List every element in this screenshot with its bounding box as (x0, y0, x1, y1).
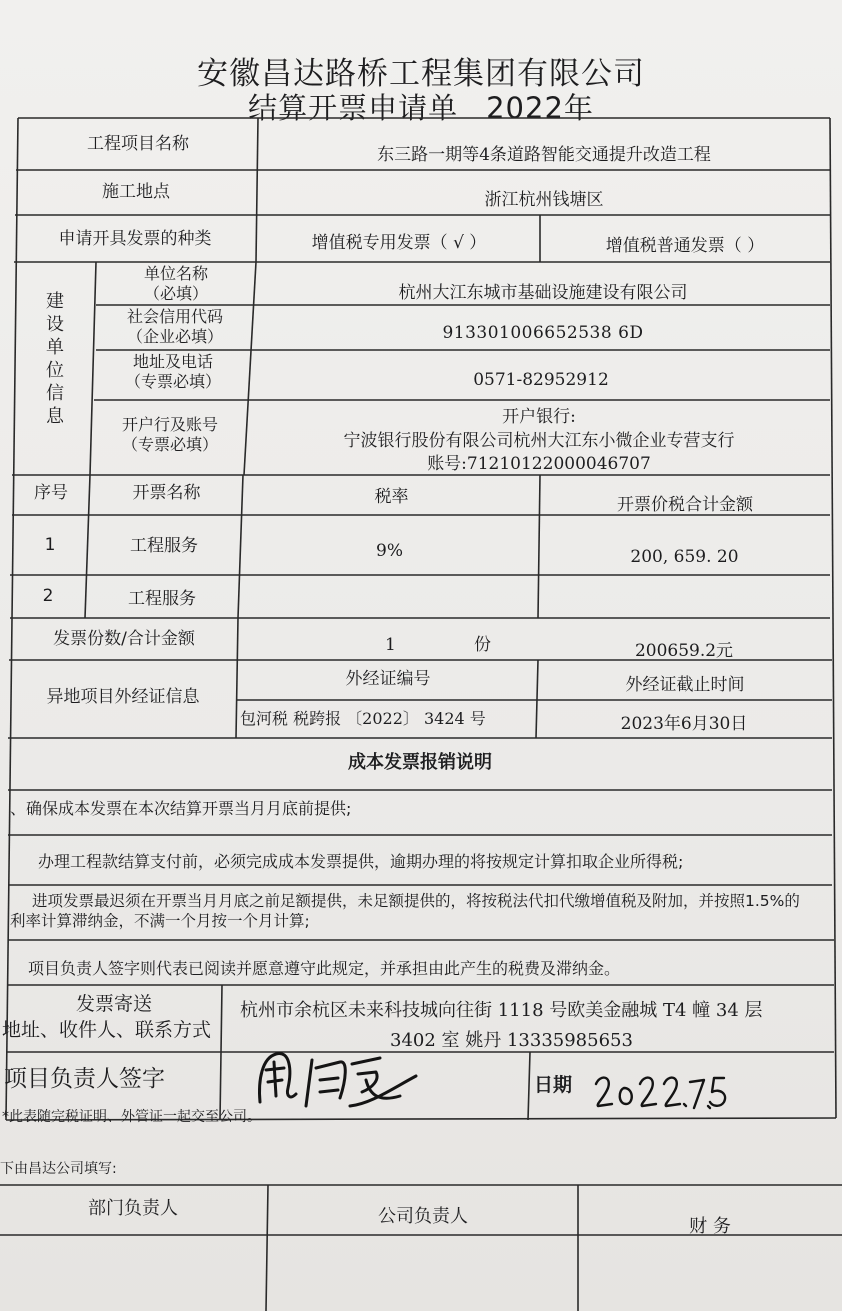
unit-name-required: （必填） (143, 284, 208, 303)
item-1-name: 工程服务 (130, 536, 198, 556)
certificate-no: 包河税 税跨报 〔2022〕 3424 号 (240, 709, 486, 728)
totals-label: 发票份数/合计金额 (53, 629, 195, 649)
cost-note-3a: 进项发票最迟须在开票当月月底之前足额提供，未足额提供的，将按税法代扣代缴增值税及附加，并按照1.5%的 (32, 892, 800, 910)
col-header-rate: 税率 (374, 487, 409, 507)
signature-label: 项目负责人签字 (4, 1066, 165, 1092)
invoice-special-option: 增值税专用发票（ √ ） (311, 233, 487, 253)
col-header-name: 开票名称 (132, 483, 201, 503)
invoice-normal-option: 增值税普通发票（ ） (605, 236, 765, 256)
mailing-label-detail: 地址、收件人、联系方式 (2, 1019, 212, 1041)
builder-section-label: 建设单位信息 (46, 291, 64, 427)
item-2-no: 2 (42, 586, 54, 606)
item-2-name: 工程服务 (128, 589, 196, 609)
address-phone-required: （专票必填） (124, 372, 221, 391)
invoice-count-unit: 份 (474, 635, 491, 655)
certificate-no-label: 外经证编号 (345, 669, 431, 689)
item-1-no: 1 (44, 535, 56, 555)
fill-note: 下由昌达公司填写: (0, 1161, 117, 1177)
project-name: 东三路一期等4条道路智能交通提升改造工程 (377, 145, 711, 165)
location-label: 施工地点 (102, 182, 170, 202)
location: 浙江杭州钱塘区 (484, 190, 604, 210)
company-head-label: 公司负责人 (378, 1206, 468, 1227)
finance-label: 财 务 (689, 1216, 731, 1237)
unit-name: 杭州大江东城市基础设施建设有限公司 (398, 283, 688, 303)
bank-account-required: （专票必填） (121, 435, 218, 454)
unit-name-label: 单位名称 (143, 264, 208, 283)
mailing-address-line1: 杭州市余杭区未来科技城向往街 1118 号欧美金融城 T4 幢 34 层 (240, 1000, 763, 1021)
certificate-deadline-label: 外经证截止时间 (625, 675, 745, 695)
footer-note: *此表随完税证明、外管证一起交至公司。 (2, 1109, 261, 1125)
company-name: 安徽昌达路桥工程集团有限公司 (197, 56, 645, 92)
date-label: 日期 (534, 1074, 573, 1096)
invoice-type-label: 申请开具发票的种类 (58, 229, 212, 249)
certificate-label: 异地项目外经证信息 (46, 687, 200, 707)
col-header-no: 序号 (34, 483, 68, 503)
bank-account: 账号:71210122000046707 (427, 454, 651, 474)
cost-note-2: 办理工程款结算支付前，必须完成成本发票提供，逾期办理的将按规定计算扣取企业所得税; (38, 852, 684, 871)
total-amount: 200659.2元 (634, 641, 734, 661)
credit-code-label: 社会信用代码 (126, 307, 223, 326)
address-phone-label: 地址及电话 (132, 352, 213, 371)
item-1-rate: 9% (376, 541, 403, 561)
credit-code: 913301006652538 6D (442, 323, 644, 343)
col-header-amount: 开票价税合计金额 (617, 495, 753, 515)
cost-note-1: 、确保成本发票在本次结算开票当月月底前提供; (10, 799, 352, 818)
phone: 0571-82952912 (473, 370, 609, 390)
form-title-text: 结算开票申请单 (248, 91, 459, 125)
bank-account-label: 开户行及账号 (121, 415, 218, 434)
project-name-label: 工程项目名称 (87, 134, 189, 154)
bank-name: 宁波银行股份有限公司杭州大江东小微企业专营支行 (343, 431, 735, 451)
mailing-address-line2: 3402 室 姚丹 13335985653 (390, 1030, 633, 1051)
handwritten-date (590, 1066, 730, 1116)
bank-name-label: 开户银行: (502, 407, 576, 427)
invoice-count: 1 (385, 635, 396, 655)
cost-notes-title: 成本发票报销说明 (348, 752, 492, 773)
mailing-label: 发票寄送 (75, 993, 152, 1015)
handwritten-signature (240, 1040, 440, 1120)
cost-note-3b: 利率计算滞纳金，不满一个月按一个月计算; (10, 912, 310, 930)
item-1-amount: 200, 659. 20 (630, 547, 739, 567)
form-year: 2022年 (486, 91, 594, 125)
certificate-deadline: 2023年6月30日 (620, 714, 748, 734)
dept-head-label: 部门负责人 (88, 1198, 178, 1219)
cost-note-4: 项目负责人签字则代表已阅读并愿意遵守此规定，并承担由此产生的税费及滞纳金。 (28, 959, 621, 978)
credit-code-required: （企业必填） (126, 327, 223, 346)
